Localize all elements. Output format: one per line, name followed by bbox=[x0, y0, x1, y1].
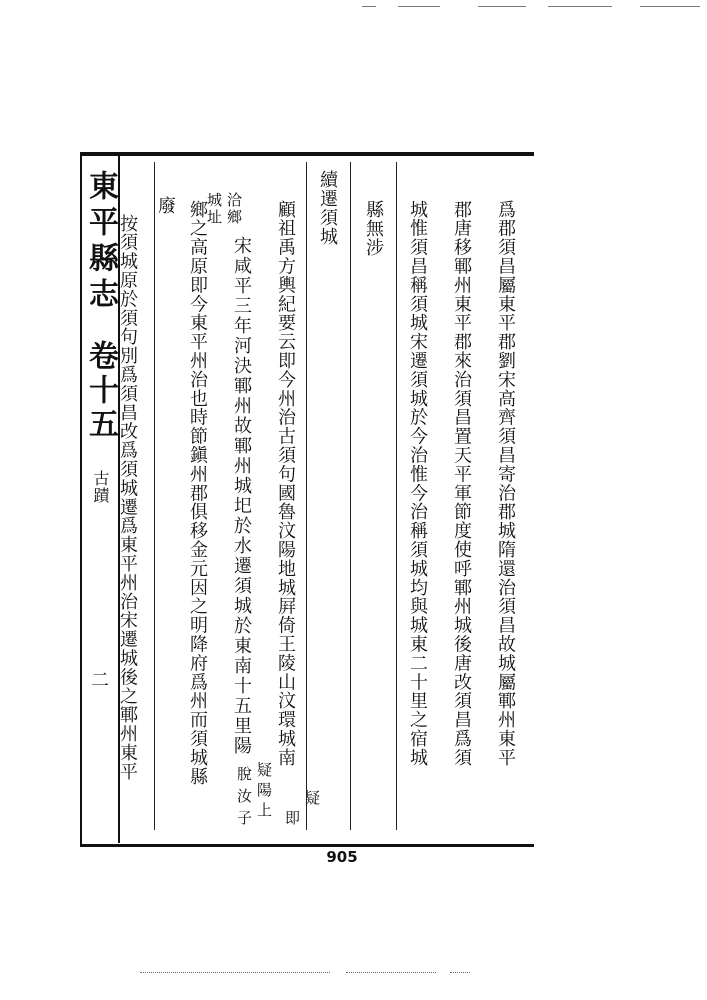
text-column-8: 鄉之高原即今東平州治也時節鎭州郡俱移金元因之明降府爲州而須城縣 bbox=[187, 200, 208, 786]
annotation: 上 bbox=[255, 802, 273, 819]
book-title: 東平縣志 bbox=[83, 170, 118, 314]
text-column-10: 按須城原於須句別爲須昌改爲須城遷爲東平州治宋遷城後之鄆州東平 bbox=[117, 214, 138, 781]
section-label: 古蹟 bbox=[91, 470, 110, 504]
annotation: 脫 bbox=[235, 766, 253, 783]
top-edge-mark bbox=[548, 6, 612, 7]
bottom-edge-mark bbox=[450, 972, 470, 974]
bottom-edge-mark bbox=[140, 972, 330, 974]
top-edge-mark bbox=[478, 6, 526, 7]
annotation: 洽鄉 bbox=[225, 192, 243, 226]
top-edge-mark bbox=[640, 6, 700, 7]
text-column-3: 城惟須昌稱須城宋遷須城於今治惟今治稱須城均與城東二十里之宿城 bbox=[407, 200, 428, 767]
annotation: 陽 bbox=[255, 782, 273, 799]
heading-abolished: 廢 bbox=[155, 196, 176, 215]
text-column-2: 郡唐移鄆州東平郡來治須昌置天平軍節度使呼鄆州城後唐改須昌爲須 bbox=[451, 200, 472, 767]
column-divider bbox=[306, 162, 307, 830]
annotation: 即 bbox=[283, 810, 301, 827]
annotation: 疑 bbox=[303, 790, 321, 807]
top-edge-mark bbox=[398, 6, 440, 7]
top-edge-mark bbox=[362, 6, 376, 7]
annotation: 城址 bbox=[205, 192, 223, 226]
annotation: 子 bbox=[235, 810, 253, 827]
bottom-edge-mark bbox=[346, 972, 436, 974]
column-divider bbox=[154, 162, 155, 830]
annotation: 疑 bbox=[255, 762, 273, 779]
volume-label: 卷十五 bbox=[83, 340, 118, 442]
heading-relocation: 續遷須城 bbox=[317, 170, 338, 246]
text-column-6: 顧祖禹方輿紀要云即今州治古須句國魯汶陽地城屛倚王陵山汶環城南 bbox=[275, 200, 296, 767]
column-divider bbox=[396, 162, 397, 830]
text-column-7: 宋咸平三年河決鄆州故鄆州城圯於水遷須城於東南十五里陽 bbox=[231, 236, 252, 756]
text-column-1: 爲郡須昌屬東平郡劉宋高齊須昌寄治郡城隋還治須昌故城屬鄆州東平 bbox=[495, 200, 516, 767]
page-number: 905 bbox=[326, 848, 358, 866]
column-divider bbox=[350, 162, 351, 830]
folio-number: 二 bbox=[88, 670, 109, 689]
annotation: 汝 bbox=[235, 788, 253, 805]
text-column-4: 縣無涉 bbox=[363, 200, 384, 257]
